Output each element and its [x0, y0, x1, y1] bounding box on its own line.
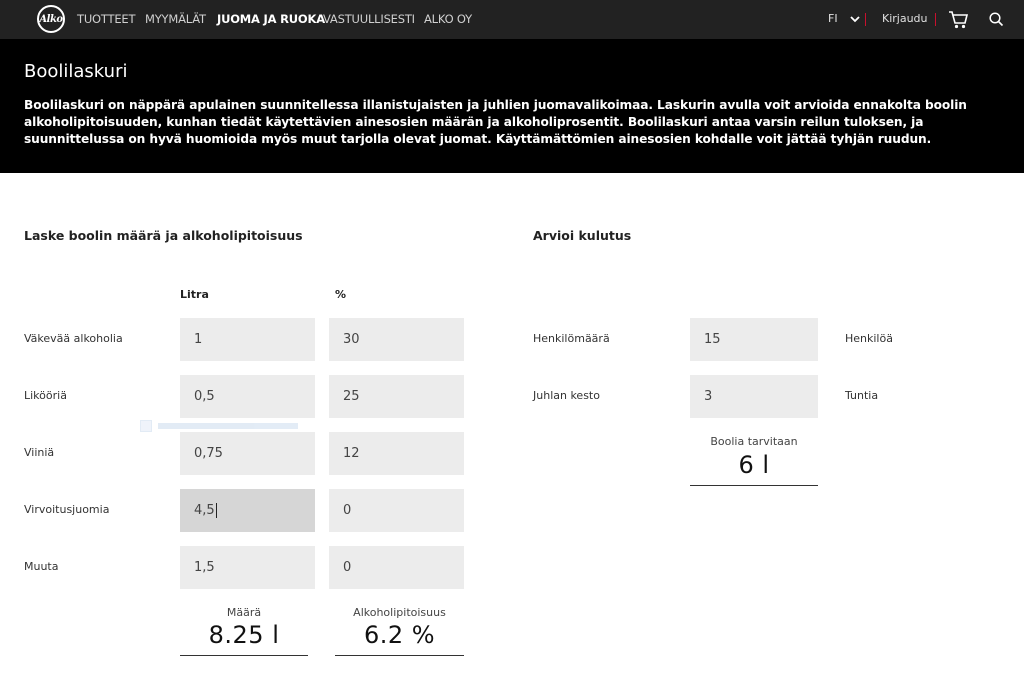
intro-banner [0, 39, 1024, 173]
duration-label: Juhlan kesto [533, 389, 600, 402]
column-header-litra: Litra [180, 288, 209, 301]
row-label-virvoitusjuoma: Virvoitusjuomia [24, 503, 110, 516]
alko-logo[interactable]: Alko [37, 5, 65, 33]
litra-input-muuta[interactable]: 1,5 [180, 546, 315, 589]
top-navigation [0, 0, 1024, 39]
result-amount-label: Määrä [226, 606, 262, 619]
row-label-vakevaa: Väkevää alkoholia [24, 332, 123, 345]
persons-label: Henkilömäärä [533, 332, 610, 345]
persons-input[interactable]: 15 [690, 318, 818, 361]
row-label-likoori: Likööriä [24, 389, 67, 402]
litra-input-likoori[interactable]: 0,5 [180, 375, 315, 418]
percent-input-virvoitusjuoma[interactable]: 0 [329, 489, 464, 532]
litra-input-virvoitusjuoma[interactable] [180, 489, 315, 532]
row-label-viini: Viiniä [24, 446, 55, 459]
result-alcohol-underline [335, 655, 464, 656]
calculator-title: Laske boolin määrä ja alkoholipitoisuus [24, 228, 303, 243]
duration-unit: Tuntia [845, 389, 879, 402]
page-title: Boolilaskuri [24, 61, 128, 82]
language-label: FI [828, 12, 838, 25]
login-link[interactable]: Kirjaudu [882, 12, 928, 25]
required-amount-value: 6 l [738, 451, 770, 479]
percent-input-likoori[interactable]: 25 [329, 375, 464, 418]
ghost-checkbox-overlay [140, 418, 305, 433]
litra-input-vakevaa[interactable]: 1 [180, 318, 315, 361]
nav-separator [935, 13, 936, 26]
percent-input-viini[interactable]: 12 [329, 432, 464, 475]
row-label-muuta: Muuta [24, 560, 59, 573]
nav-item-vastuullisesti[interactable]: VASTUULLISESTI [323, 12, 415, 26]
result-alcohol-value: 6.2 % [363, 621, 436, 649]
duration-input[interactable]: 3 [690, 375, 818, 418]
nav-item-alko-oy[interactable]: ALKO OY [424, 12, 472, 26]
chevron-down-icon [850, 15, 860, 23]
nav-item-myymalat[interactable]: MYYMÄLÄT [145, 12, 206, 26]
result-amount-underline [180, 655, 308, 656]
column-header-percent: % [335, 288, 347, 301]
percent-input-muuta[interactable]: 0 [329, 546, 464, 589]
result-amount-value: 8.25 l [208, 621, 280, 649]
persons-unit: Henkilöä [845, 332, 893, 345]
required-amount-label: Boolia tarvitaan [710, 435, 798, 448]
litra-input-value: 4,5 [194, 503, 215, 518]
consumption-title: Arvioi kulutus [533, 228, 632, 243]
nav-separator [865, 13, 866, 26]
required-amount-underline [690, 485, 818, 486]
nav-item-juoma-ja-ruoka[interactable]: JUOMA JA RUOKA [217, 12, 325, 26]
nav-item-tuotteet[interactable]: TUOTTEET [77, 12, 136, 26]
search-icon[interactable] [988, 10, 1008, 30]
language-selector[interactable] [828, 12, 860, 25]
percent-input-vakevaa[interactable]: 30 [329, 318, 464, 361]
cart-icon[interactable] [948, 10, 968, 30]
result-alcohol-label: Alkoholipitoisuus [353, 606, 446, 619]
page-description: Boolilaskuri on näppärä apulainen suunnitellessa illanistujaisten ja juhlien juomavalikoimaa. Laskurin avulla voit arvioida ennakolta boolin alkoholipitoisuuden, kunhan tiedät käytettävien ainesosien määrän ja alkoholiprosentit. Boolilaskuri antaa varsin reilun tuloksen, ja suunnittelussa on hyvä huomioida myös muut tarjolla olevat juomat. Käyttämättömien ainesosien kohdalle voit jättää tyhjän ruudun. [24, 98, 967, 146]
text-caret [216, 503, 217, 518]
litra-input-viini[interactable]: 0,75 [180, 432, 315, 475]
